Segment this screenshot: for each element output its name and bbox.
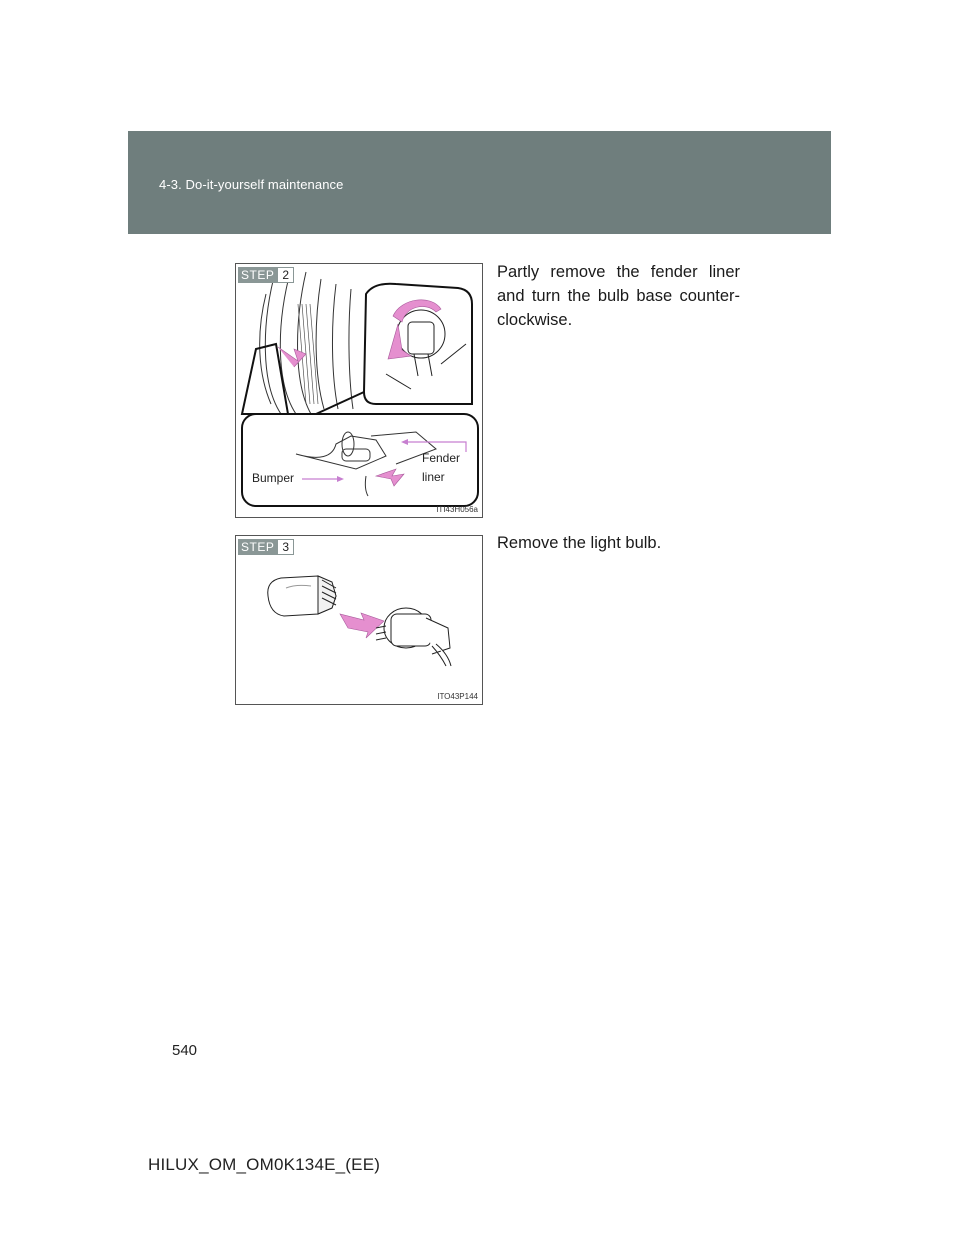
step-number: 3 — [277, 539, 294, 555]
step-number: 2 — [277, 267, 294, 283]
bulb-removal-illustration — [236, 536, 482, 704]
section-title: 4-3. Do-it-yourself maintenance — [159, 177, 344, 192]
callout-bumper: Bumper — [252, 471, 295, 485]
figure-code: ITO43P144 — [437, 692, 478, 701]
callout-fender-liner — [422, 449, 460, 487]
step-2-figure — [235, 263, 483, 518]
step-2-instruction: Partly remove the fender liner and turn the bulb base counter-clockwise. — [497, 263, 740, 329]
document-code: HILUX_OM_OM0K134E_(EE) — [148, 1155, 381, 1174]
callout-fender-liner-line2: liner — [422, 470, 445, 484]
figure-code: ITI43H056a — [436, 505, 478, 514]
arrow-pink-3 — [340, 613, 384, 638]
callout-fender-liner-line1: Fender — [422, 451, 461, 465]
step-3-instruction: Remove the light bulb. — [497, 534, 662, 552]
step-3-figure — [235, 535, 483, 705]
page-number: 540 — [172, 1042, 198, 1059]
step-word: STEP — [238, 267, 277, 283]
step-badge — [238, 267, 294, 283]
step-badge — [238, 539, 294, 555]
header-band — [128, 131, 831, 234]
step-word: STEP — [238, 539, 277, 555]
